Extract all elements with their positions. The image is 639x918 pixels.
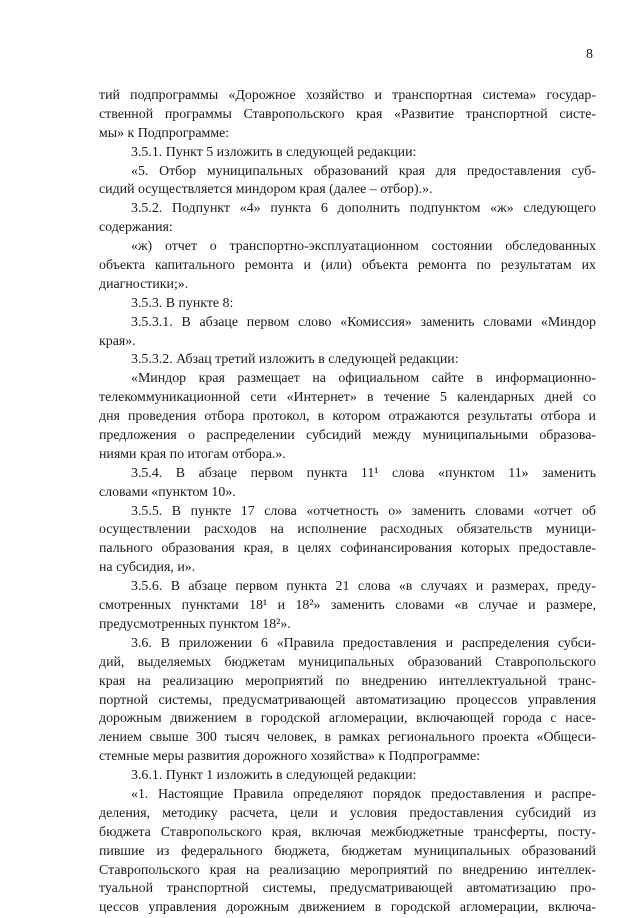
text-line: Ставропольского края на реализацию мероприятий по внедрению интеллек- xyxy=(99,862,596,878)
text-line: края на реализацию мероприятий по внедрению интеллектуальной транс- xyxy=(99,673,596,689)
text-line: 3.5.2. Подпункт «4» пункта 6 дополнить подпунктом «ж» следующего xyxy=(131,201,596,217)
text-line: мы» к Подпрограмме: xyxy=(99,125,230,141)
text-line: дорожным движением в городской агломерации, включающей города с насе- xyxy=(99,711,596,727)
text-line: дня проведения отбора протокол, в котором отражаются результаты отбора и xyxy=(99,409,596,425)
text-line: бюджета Ставропольского края, включая межбюджетные трансферты, посту- xyxy=(99,824,596,840)
text-line: «1. Настоящие Правила определяют порядок предоставления и распре- xyxy=(131,786,596,802)
text-line: 3.5.5. В пункте 17 слова «отчетность о» заменить словами «отчет об xyxy=(131,503,596,519)
text-line: 3.6.1. Пункт 1 изложить в следующей редакции: xyxy=(131,768,417,784)
text-line: 3.5.1. Пункт 5 изложить в следующей редакции: xyxy=(131,144,417,160)
text-line: содержания: xyxy=(99,220,173,236)
text-line: предусмотренных пунктом 18²». xyxy=(99,616,291,632)
text-line: портной системы, предусматривающей автоматизацию процессов управления xyxy=(99,692,596,708)
text-line: осуществлении расходов на исполнение расходных обязательств муници- xyxy=(99,522,596,538)
text-line: тий подпрограммы «Дорожное хозяйство и транспортная система» государ- xyxy=(99,88,596,103)
page-number: 8 xyxy=(586,47,593,62)
text-line: лением свыше 300 тысяч человек, в рамках регионального проекта «Общеси- xyxy=(99,730,596,746)
text-line: ственной программы Ставропольского края «Развитие транспортной систе- xyxy=(99,106,596,122)
text-line: 3.6. В приложении 6 «Правила предоставления и распределения субси- xyxy=(131,635,596,651)
text-line: дий, выделяемых бюджетам муниципальных образований Ставропольского xyxy=(99,654,596,670)
text-line: деления, методику расчета, цели и условия предоставления субсидий из xyxy=(99,805,596,821)
text-line: «5. Отбор муниципальных образований края для предоставления суб- xyxy=(131,163,596,179)
text-line: 3.5.4. В абзаце первом пункта 11¹ слова «пунктом 11» заменить xyxy=(131,465,596,481)
text-line: края». xyxy=(99,333,136,349)
text-line: 3.5.3. В пункте 8: xyxy=(131,295,234,311)
text-line: на субсидия, и». xyxy=(99,560,196,576)
text-line: 3.5.3.1. В абзаце первом слово «Комиссия» заменить словами «Миндор xyxy=(131,314,596,330)
text-line: ниями края по итогам отбора.». xyxy=(99,446,286,462)
text-line: смотренных пунктами 18¹ и 18²» заменить словами «в случае и размере, xyxy=(99,598,596,614)
text-line: стемные меры развития дорожного хозяйства» к Подпрограмме: xyxy=(99,749,481,765)
text-line: объекта капитального ремонта и (или) объекта ремонта по результатам их xyxy=(99,258,596,274)
text-line: «Миндор края размещает на официальном сайте в информационно- xyxy=(131,371,596,387)
text-line: «ж) отчет о транспортно-эксплуатационном состоянии обследованных xyxy=(131,239,596,255)
text-line: пального образования края, в целях софинансирования которых предоставле- xyxy=(99,541,596,557)
text-line: сидий осуществляется миндором края (далее – отбор).». xyxy=(99,182,433,198)
text-line: пившие из федерального бюджета, бюджетам муниципальных образований xyxy=(99,843,596,859)
text-line: телекоммуникационной сети «Интернет» в течение 5 календарных дней со xyxy=(99,390,596,406)
text-line: 3.5.6. В абзаце первом пункта 21 слова «в случаях и размерах, преду- xyxy=(131,579,596,595)
text-line: цессов управления дорожным движением в городской агломерации, включа- xyxy=(99,900,596,916)
document-body xyxy=(99,87,596,918)
text-line: 3.5.3.2. Абзац третий изложить в следующей редакции: xyxy=(131,352,459,368)
text-line: предложения о распределении субсидий между муниципальными образова- xyxy=(99,428,596,444)
text-line: диагностики;». xyxy=(99,276,189,292)
text-line: туальной транспортной системы, предусматривающей автоматизацию про- xyxy=(99,881,596,897)
text-line: словами «пунктом 10». xyxy=(99,484,236,500)
